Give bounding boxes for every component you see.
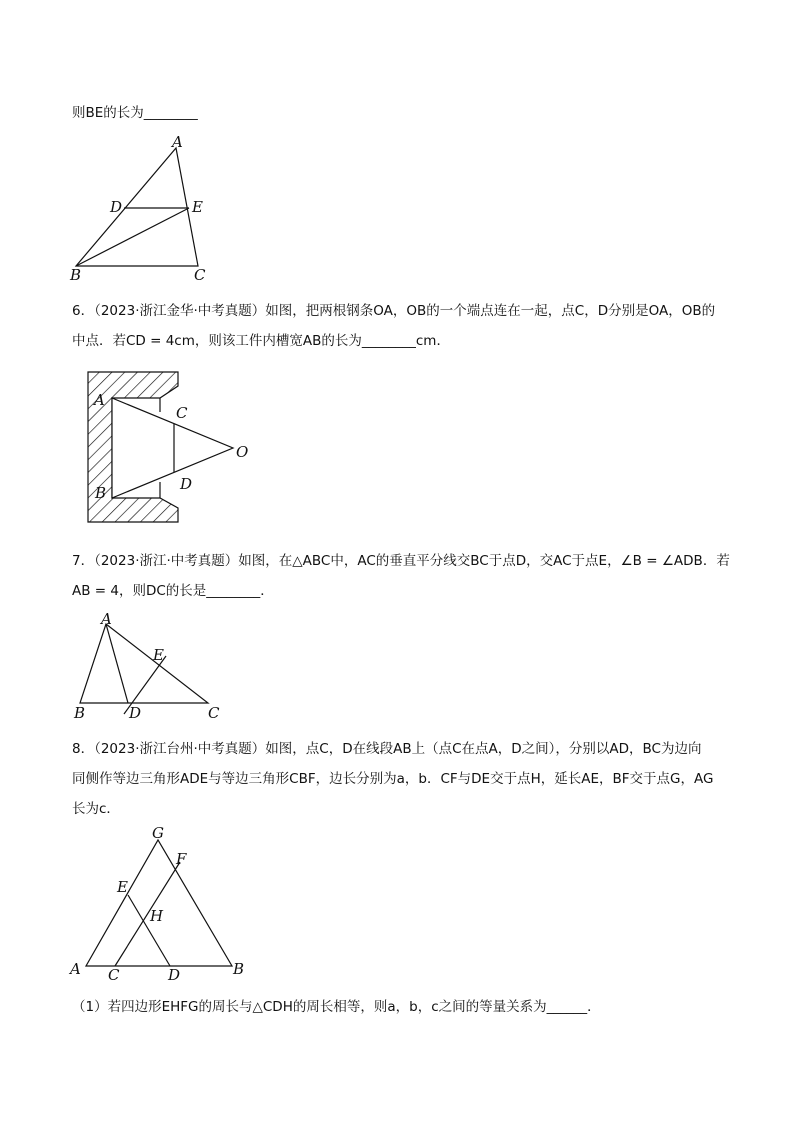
figure-q5-triangle (60, 132, 240, 282)
label-a: A (172, 133, 183, 151)
label-e: E (153, 646, 164, 664)
q6-line-1: 6．（2023·浙江金华·中考真题）如图，把两根钢条OA，OB的一个端点连在一起，点C，D分别是OA，OB的 (72, 303, 716, 319)
label-g: G (152, 824, 164, 842)
label-b: B (74, 704, 86, 720)
q7-line-1: 7．（2023·浙江·中考真题）如图，在△ABC中，AC的垂直平分线交BC于点D，交AC于点E，∠B = ∠ADB．若 (72, 553, 730, 569)
label-d: D (110, 198, 123, 216)
label-b: B (95, 484, 107, 502)
label-d: D (180, 475, 193, 493)
label-o: O (236, 443, 249, 461)
q5-answer-line: 则BE的长为________ (72, 105, 198, 121)
q8-line-2: 同侧作等边三角形ADE与等边三角形CBF，边长分别为a，b．CF与DE交于点H，延长AE，BF交于点G，AG (72, 771, 714, 787)
label-d: D (129, 704, 142, 720)
q7-line-2: AB = 4，则DC的长是________． (72, 583, 274, 599)
label-d: D (168, 966, 181, 982)
figure-q7-triangle (66, 610, 236, 720)
label-c: C (194, 266, 206, 282)
q8-line-3: 长为c． (72, 801, 120, 817)
label-c: C (108, 966, 120, 982)
label-a: A (101, 610, 112, 628)
figure-q6-workpiece (80, 368, 260, 528)
q8-subquestion-1: （1）若四边形EHFG的周长与△CDH的周长相等，则a，b，c之间的等量关系为______． (72, 999, 601, 1015)
label-b: B (233, 960, 245, 978)
label-b: B (70, 266, 82, 282)
q8-line-1: 8．（2023·浙江台州·中考真题）如图，点C，D在线段AB上（点C在点A，D之间），分别以AD，BC为边向 (72, 741, 702, 757)
label-f: F (176, 850, 187, 868)
label-c: C (176, 404, 188, 422)
label-a: A (70, 960, 81, 978)
q6-line-2: 中点．若CD = 4cm，则该工件内槽宽AB的长为________cm． (72, 333, 450, 349)
label-e: E (117, 878, 128, 896)
label-a: A (94, 391, 105, 409)
figure-q8-triangles (64, 822, 264, 982)
label-h: H (150, 907, 164, 925)
label-c: C (208, 704, 220, 720)
label-e: E (192, 198, 203, 216)
